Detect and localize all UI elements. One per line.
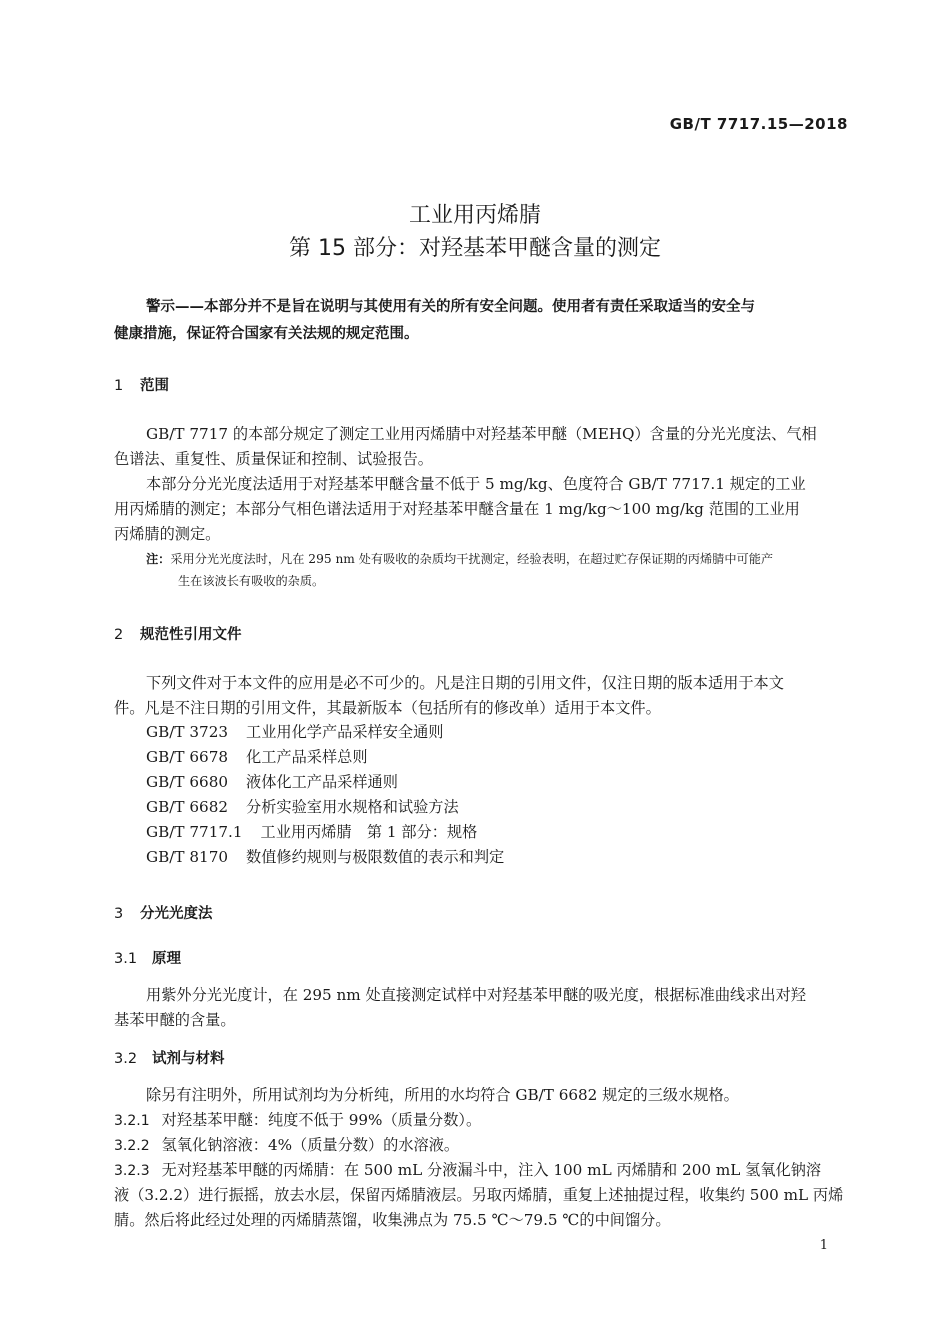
clause-number: 3.2.1 [114,1113,150,1129]
section-title: 分光光度法 [140,906,213,922]
section-number: 2 [114,627,124,643]
reference-title: 化工产品采样总则 [246,748,368,766]
section-3-heading [114,902,213,923]
standard-code: GB/T 7717.15—2018 [669,115,848,133]
section-1-para-2-line-1: 本部分分光光度法适用于对羟基苯甲醚含量不低于 5 mg/kg、色度符合 GB/T 7717.1 规定的工业 [146,475,806,493]
section-1-para-1-line-2: 色谱法、重复性、质量保证和控制、试验报告。 [114,450,433,468]
clause-3-2-3 [114,1158,850,1184]
warning-line-2: 健康措施，保证符合国家有关法规的规定范围。 [114,326,419,342]
document-subtitle: 第 15 部分：对羟基苯甲醚含量的测定 [289,236,661,261]
section-1-para-2-line-3: 丙烯腈的测定。 [114,525,221,543]
subsection-number: 3.2 [114,1051,138,1067]
reference-item [146,821,477,842]
reference-title: 分析实验室用水规格和试验方法 [246,798,459,816]
subsection-3-2-heading [114,1047,225,1068]
reference-code: GB/T 6678 [146,748,229,766]
subsection-3-1-heading [114,947,181,968]
reference-title: 数值修约规则与极限数值的表示和判定 [246,848,505,866]
subsection-title: 试剂与材料 [152,1051,225,1067]
reference-item [146,721,443,742]
warning-line-1: 警示——本部分并不是旨在说明与其使用有关的所有安全问题。使用者有责任采取适当的安全与 [146,299,755,315]
section-2-para-line-2: 件。凡是不注日期的引用文件，其最新版本（包括所有的修改单）适用于本文件。 [114,699,661,717]
page-number: 1 [819,1238,828,1253]
document-title: 工业用丙烯腈 [408,203,541,228]
clause-text: 氢氧化钠溶液：4%（质量分数）的水溶液。 [161,1136,460,1154]
reference-title: 工业用丙烯腈 第 1 部分：规格 [260,823,478,841]
clause-number: 3.2.2 [114,1138,150,1154]
section-1-para-1-line-1: GB/T 7717 的本部分规定了测定工业用丙烯腈中对羟基苯甲醚（MEHQ）含量的分光光度法、气相 [146,425,817,443]
subsection-title: 原理 [152,951,181,967]
section-2-para-line-1: 下列文件对于本文件的应用是必不可少的。凡是注日期的引用文件，仅注日期的版本适用于本文 [146,674,784,692]
reference-item [146,771,398,792]
section-1-note [146,548,850,592]
note-line-1: 采用分光光度法时，凡在 295 nm 处有吸收的杂质均干扰测定，经验表明，在超过贮存保证期的丙烯腈中可能产 [170,552,774,566]
section-number: 3 [114,906,124,922]
reference-code: GB/T 6680 [146,773,229,791]
clause-3-2-3-line-2: 液（3.2.2）进行振摇，放去水层，保留丙烯腈液层。另取丙烯腈，重复上述抽提过程，收集约 500 mL 丙烯 [114,1186,844,1204]
section-1-para-2-line-2: 用丙烯腈的测定；本部分气相色谱法适用于对羟基苯甲醚含量在 1 mg/kg～100 mg/kg 范围的工业用 [114,500,800,518]
reference-item [146,746,368,767]
note-label: 注： [146,552,171,566]
reference-code: GB/T 7717.1 [146,823,243,841]
clause-3-2-1 [114,1108,850,1134]
clause-text: 对羟基苯甲醚：纯度不低于 99%（质量分数）。 [161,1111,482,1129]
section-1-heading [114,374,169,395]
reference-item [146,796,459,817]
subsection-number: 3.1 [114,951,138,967]
reference-item [146,846,504,867]
subsection-3-1-line-1: 用紫外分光光度计，在 295 nm 处直接测定试样中对羟基苯甲醚的吸光度，根据标准曲线求出对羟 [146,986,806,1004]
reference-title: 液体化工产品采样通则 [246,773,398,791]
clause-3-2-2 [114,1133,850,1159]
reference-code: GB/T 8170 [146,848,229,866]
reference-title: 工业用化学产品采样安全通则 [246,723,444,741]
clause-number: 3.2.3 [114,1163,150,1179]
section-number: 1 [114,378,124,394]
subsection-3-1-line-2: 基苯甲醚的含量。 [114,1011,236,1029]
note-line-2: 生在该波长有吸收的杂质。 [178,574,325,588]
reference-code: GB/T 6682 [146,798,229,816]
section-title: 范围 [140,378,169,394]
clause-text-line-1: 无对羟基苯甲醚的丙烯腈：在 500 mL 分液漏斗中，注入 100 mL 丙烯腈和 200 mL 氢氧化钠溶 [161,1161,822,1179]
reference-code: GB/T 3723 [146,723,229,741]
subsection-3-2-intro: 除另有注明外，所用试剂均为分析纯，所用的水均符合 GB/T 6682 规定的三级水规格。 [146,1086,739,1104]
section-title: 规范性引用文件 [140,627,242,643]
section-2-heading [114,623,242,644]
clause-3-2-3-line-3: 腈。然后将此经过处理的丙烯腈蒸馏，收集沸点为 75.5 ℃～79.5 ℃的中间馏分。 [114,1211,671,1229]
